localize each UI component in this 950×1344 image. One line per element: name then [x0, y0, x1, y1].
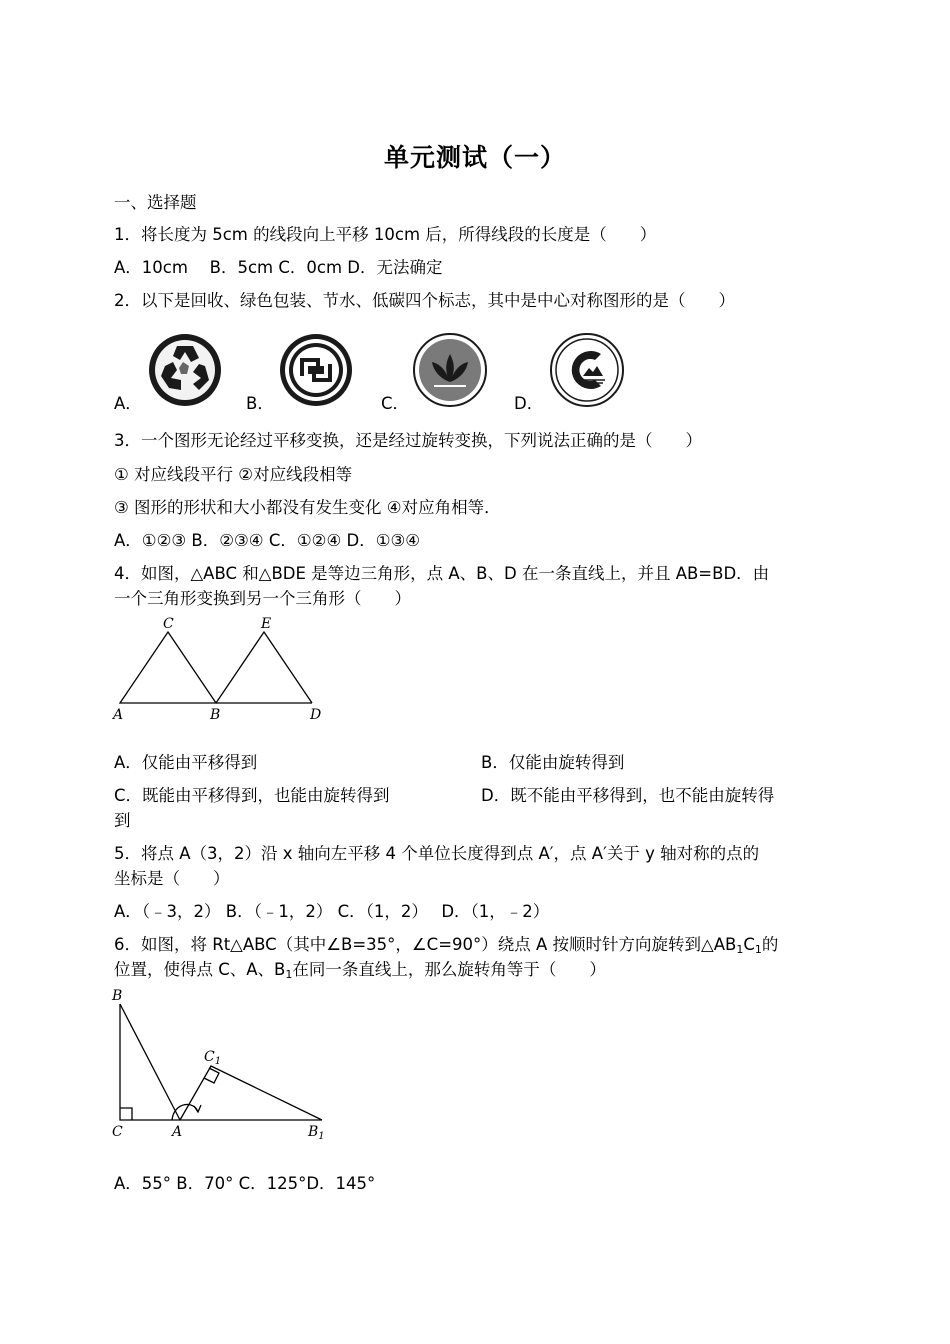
- triangle-bde: [216, 632, 312, 703]
- question-5-stem-line-1: 5．将点 A（3，2）沿 x 轴向左平移 4 个单位长度得到点 A′，点 A′关于 y 轴对称的点的: [114, 844, 760, 863]
- question-1-stem: 1．将长度为 5cm 的线段向上平移 10cm 后，所得线段的长度是（ ）: [114, 225, 657, 244]
- triangle-abc: [120, 632, 216, 703]
- question-6-figure: [106, 984, 336, 1144]
- question-2-label-a: A．: [114, 394, 142, 413]
- fig6-label-a: A: [172, 1124, 183, 1140]
- question-2-label-d: D．: [514, 394, 544, 413]
- section-heading: 一、选择题: [114, 193, 197, 212]
- low-carbon-icon: [549, 332, 625, 408]
- water-saving-icon: [412, 332, 488, 408]
- question-5-options: A．（﹣3，2） B．（﹣1，2） C．（1，2） D．（1，﹣2）: [114, 902, 550, 921]
- question-1-options: A．10cm B．5cm C．0cm D．无法确定: [114, 258, 443, 277]
- question-4-option-b: B．仅能由旋转得到: [481, 753, 625, 772]
- fig6-label-c: C: [112, 1124, 123, 1140]
- question-3-stem: 3．一个图形无论经过平移变换，还是经过旋转变换，下列说法正确的是（ ）: [114, 431, 702, 450]
- question-4-option-a: A．仅能由平移得到: [114, 753, 258, 772]
- question-4-option-d: D．既不能由平移得到，也不能由旋转得: [481, 786, 775, 805]
- fig4-label-b: B: [210, 707, 221, 723]
- question-2-stem: 2．以下是回收、绿色包装、节水、低碳四个标志，其中是中心对称图形的是（ ）: [114, 291, 735, 310]
- recycle-icon: [147, 332, 223, 408]
- question-4-stem-line-1: 4．如图，△ABC 和△BDE 是等边三角形，点 A、B、D 在一条直线上，并且 AB=BD．由: [114, 564, 770, 583]
- question-4-option-c: C．既能由平移得到，也能由旋转得到: [114, 786, 390, 805]
- fig6-label-b: B: [112, 988, 123, 1004]
- fig6-label-c1: $C_1$: [204, 1049, 222, 1067]
- question-5-stem-line-2: 坐标是（ ）: [114, 869, 230, 888]
- fig4-label-a: A: [113, 707, 124, 723]
- question-6-options: A．55° B．70° C．125°D．145°: [114, 1174, 376, 1193]
- fig4-label-d: D: [310, 707, 322, 723]
- question-3-statement-2: ③ 图形的形状和大小都没有发生变化 ④对应角相等．: [114, 498, 501, 517]
- fig4-label-e: E: [261, 616, 272, 632]
- green-package-icon: [278, 332, 354, 408]
- question-6-stem-line-1: 6．如图，将 Rt△ABC（其中∠B=35°，∠C=90°）绕点 A 按顺时针方向旋转到$\triangle AB_1C_1$的: [114, 935, 779, 956]
- question-2-label-c: C．: [381, 394, 410, 413]
- question-4-figure: [108, 612, 338, 724]
- fig6-label-b1: $B_1$: [308, 1124, 325, 1142]
- fig4-label-c: C: [163, 616, 174, 632]
- page-title: 单元测试（一）: [383, 143, 566, 172]
- question-3-options: A．①②③ B．②③④ C．①②④ D．①③④: [114, 531, 421, 550]
- question-4-stem-line-2: 一个三角形变换到另一个三角形（ ）: [114, 589, 411, 608]
- question-2-label-b: B．: [246, 394, 274, 413]
- question-4-option-d-cont: 到: [114, 811, 131, 830]
- question-3-statement-1: ① 对应线段平行 ②对应线段相等: [114, 465, 353, 484]
- question-6-stem-line-2: 位置，使得点 C、A、$B_1$在同一条直线上，那么旋转角等于（ ）: [114, 960, 606, 981]
